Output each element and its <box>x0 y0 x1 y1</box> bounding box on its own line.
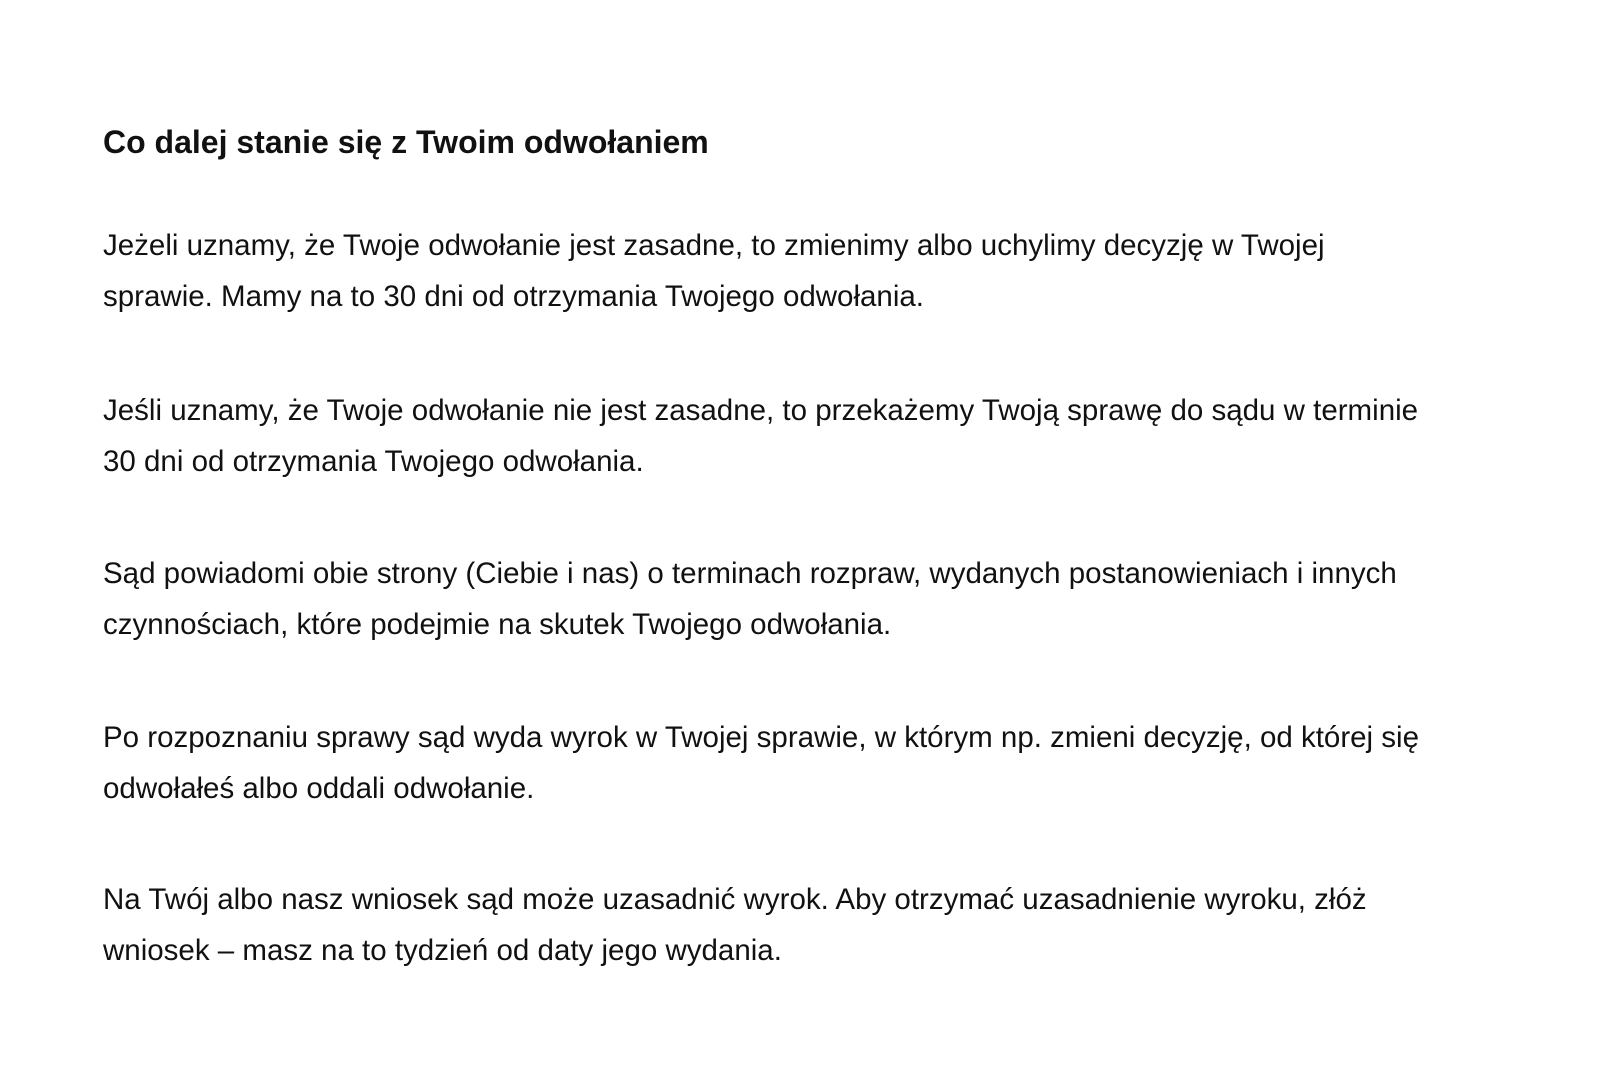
paragraph-line: 30 dni od otrzymania Twojego odwołania. <box>103 445 644 478</box>
paragraph-1 <box>103 220 1563 322</box>
paragraph-3 <box>103 548 1563 650</box>
paragraph-line: Jeżeli uznamy, że Twoje odwołanie jest zasadne, to zmienimy albo uchylimy decyzję w Twojej <box>103 229 1325 262</box>
paragraph-2 <box>103 385 1563 487</box>
paragraph-line: Jeśli uznamy, że Twoje odwołanie nie jest zasadne, to przekażemy Twoją sprawę do sądu w terminie <box>103 394 1419 427</box>
paragraph-line: odwołałeś albo oddali odwołanie. <box>103 772 535 805</box>
paragraph-line: czynnościach, które podejmie na skutek Twojego odwołania. <box>103 608 892 641</box>
page-title: Co dalej stanie się z Twoim odwołaniem <box>103 124 709 160</box>
paragraph-line: Na Twój albo nasz wniosek sąd może uzasadnić wyrok. Aby otrzymać uzasadnienie wyroku, złóż <box>103 883 1367 916</box>
paragraph-5 <box>103 874 1563 976</box>
paragraph-line: Sąd powiadomi obie strony (Ciebie i nas) o terminach rozpraw, wydanych postanowieniach i innych <box>103 557 1397 590</box>
paragraph-line: sprawie. Mamy na to 30 dni od otrzymania Twojego odwołania. <box>103 280 924 313</box>
document-page <box>103 0 1563 1066</box>
paragraph-line: Po rozpoznaniu sprawy sąd wyda wyrok w Twojej sprawie, w którym np. zmieni decyzję, od której się <box>103 721 1420 754</box>
paragraph-line: wniosek – masz na to tydzień od daty jego wydania. <box>103 934 782 967</box>
paragraph-4 <box>103 712 1563 814</box>
